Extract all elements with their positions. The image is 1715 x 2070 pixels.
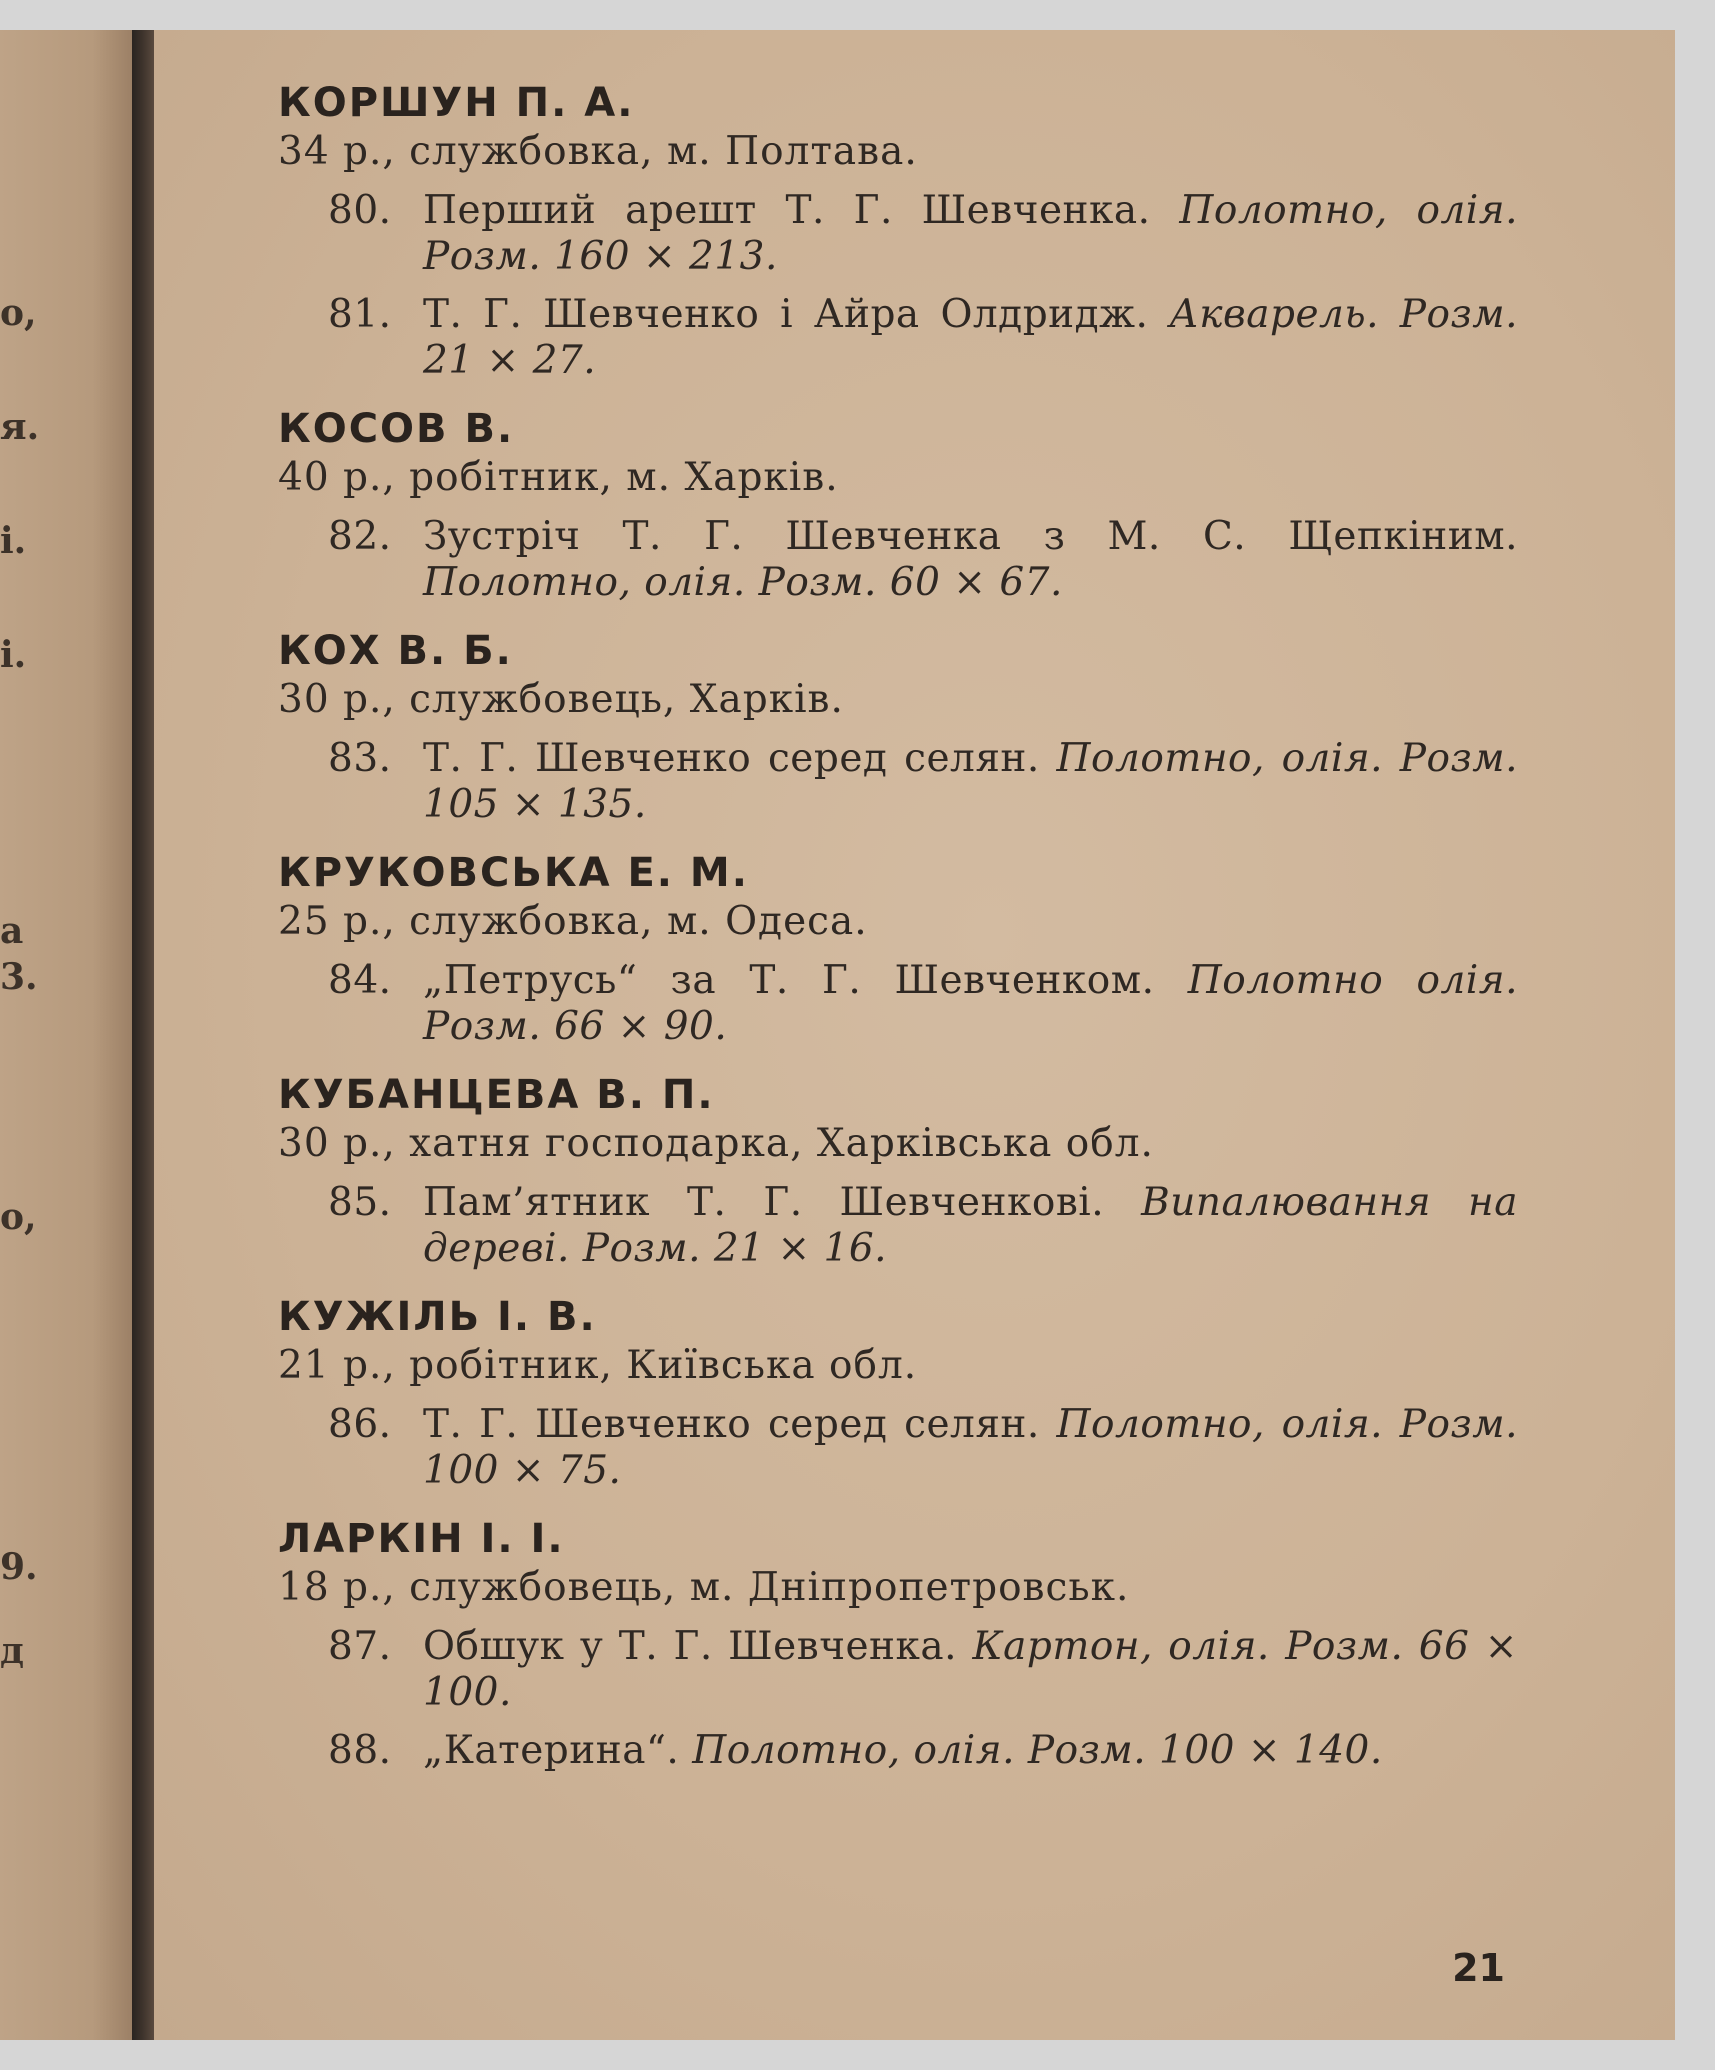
artwork-item	[278, 958, 1518, 1050]
artwork-title: Т. Г. Шевченко і Айра Олдридж.	[423, 292, 1149, 337]
artwork-item	[278, 1180, 1518, 1272]
artwork-medium: Акварель. Розм. 21 × 27.	[423, 292, 1519, 383]
artwork-item	[278, 188, 1518, 280]
book-gutter	[132, 30, 154, 2040]
artist-name: КОХ В. Б.	[278, 628, 513, 674]
artist-entry	[278, 848, 1518, 1050]
prev-page-fragment: о,	[0, 292, 37, 334]
prev-page-fragment: і.	[0, 520, 27, 562]
page-number: 21	[1452, 1946, 1505, 1990]
artist-info: 34 р., службовка, м. Полтава.	[278, 129, 918, 174]
artist-info: 18 р., службовець, м. Дніпропетровськ.	[278, 1565, 1130, 1610]
artwork-medium: Полотно, олія. Розм. 100 × 75.	[423, 1402, 1518, 1493]
artist-name: КРУКОВСЬКА Е. М.	[278, 850, 749, 896]
artist-info: 21 р., робітник, Київська обл.	[278, 1343, 918, 1388]
artist-entry	[278, 1514, 1518, 1774]
artwork-medium: Полотно олія. Розм. 66 × 90.	[423, 958, 1518, 1049]
prev-page-fragment: і.	[0, 634, 27, 676]
artwork-medium: Картон, олія. Розм. 66 × 100.	[423, 1624, 1518, 1715]
artwork-number: 81.	[328, 292, 392, 337]
artwork-title: Т. Г. Шевченко серед селян.	[423, 736, 1040, 781]
scanned-spread	[0, 30, 1675, 2040]
artist-entry	[278, 78, 1518, 384]
artwork-title: „Катерина“.	[423, 1728, 680, 1773]
artwork-title: Пам’ятник Т. Г. Шевченкові.	[423, 1180, 1105, 1225]
artwork-medium: Полотно, олія. Розм. 60 × 67.	[423, 560, 1063, 605]
artwork-number: 87.	[328, 1624, 392, 1669]
artist-info: 40 р., робітник, м. Харків.	[278, 455, 839, 500]
artist-name: КУБАНЦЕВА В. П.	[278, 1072, 715, 1118]
artwork-medium: Полотно, олія. Розм. 100 × 140.	[692, 1728, 1383, 1773]
artwork-item	[278, 736, 1518, 828]
artwork-number: 80.	[328, 188, 392, 233]
artwork-number: 85.	[328, 1180, 392, 1225]
artist-info: 30 р., службовець, Харків.	[278, 677, 844, 722]
artwork-item	[278, 1402, 1518, 1494]
prev-page-fragment: д	[0, 1630, 24, 1672]
artwork-medium: Полотно, олія. Розм. 160 × 213.	[423, 188, 1518, 279]
artwork-item	[278, 1624, 1518, 1716]
prev-page-fragment: я.	[0, 406, 40, 448]
artist-name: ЛАРКІН І. І.	[278, 1516, 565, 1562]
artist-info: 25 р., службовка, м. Одеса.	[278, 899, 868, 944]
prev-page-fragment: 3.	[0, 956, 38, 998]
artist-entry	[278, 1292, 1518, 1494]
artist-name: КУЖІЛЬ І. В.	[278, 1294, 597, 1340]
artwork-number: 82.	[328, 514, 392, 559]
artwork-medium: Полотно, олія. Розм. 105 × 135.	[423, 736, 1518, 827]
artwork-number: 88.	[328, 1728, 392, 1773]
previous-page-edge	[0, 30, 132, 2040]
artwork-title: „Петрусь“ за Т. Г. Шевченком.	[423, 958, 1155, 1003]
artwork-number: 83.	[328, 736, 392, 781]
artwork-item	[278, 1728, 1518, 1774]
artist-entry	[278, 626, 1518, 828]
artist-entry	[278, 1070, 1518, 1272]
artwork-item	[278, 292, 1518, 384]
artwork-title: Зустріч Т. Г. Шевченка з М. С. Щепкіним.	[423, 514, 1518, 559]
artwork-medium: Випалювання на дереві. Розм. 21 × 16.	[423, 1180, 1518, 1271]
artwork-number: 86.	[328, 1402, 392, 1447]
artist-info: 30 р., хатня господарка, Харківська обл.	[278, 1121, 1154, 1166]
artwork-title: Перший арешт Т. Г. Шевченка.	[423, 188, 1151, 233]
artwork-title: Обшук у Т. Г. Шевченка.	[423, 1624, 958, 1669]
prev-page-fragment: а	[0, 910, 24, 952]
artist-name: КОСОВ В.	[278, 406, 515, 452]
artist-entry	[278, 404, 1518, 606]
prev-page-fragment: о,	[0, 1196, 37, 1238]
artwork-item	[278, 514, 1518, 606]
prev-page-fragment: 9.	[0, 1546, 38, 1588]
artwork-number: 84.	[328, 958, 392, 1003]
catalog-list	[278, 78, 1518, 1774]
artwork-title: Т. Г. Шевченко серед селян.	[423, 1402, 1040, 1447]
artist-name: КОРШУН П. А.	[278, 80, 635, 126]
